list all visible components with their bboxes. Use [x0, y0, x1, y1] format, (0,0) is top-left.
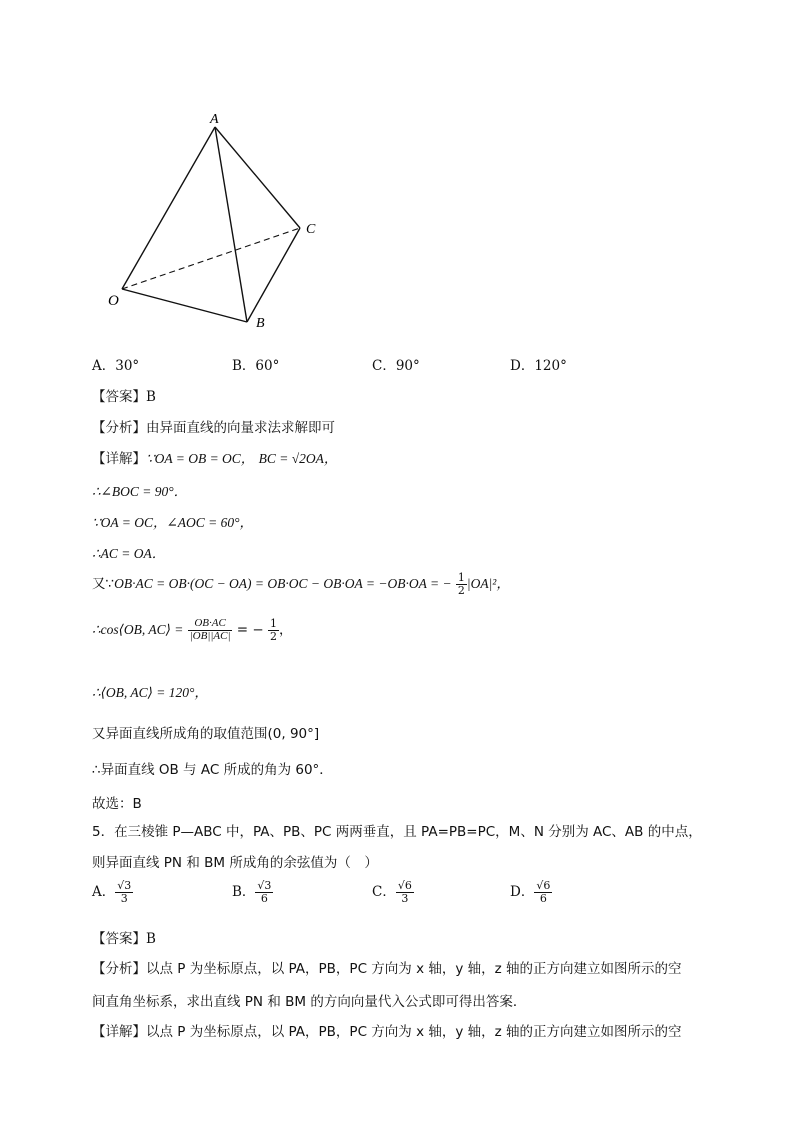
edge-AB	[215, 127, 247, 322]
edge-BC	[247, 228, 300, 322]
q4-detail-line3: ∵OA = OC，∠AOC = 60°，	[92, 515, 254, 530]
tetrahedron-figure	[100, 105, 330, 335]
label-B: B	[256, 316, 265, 331]
q5-analysis-line1: 【分析】以点 P 为坐标原点，以 PA，PB，PC 方向为 x 轴，y 轴，z 轴的正方向建立如图所示的空	[92, 961, 682, 977]
label-O: O	[108, 293, 119, 309]
cos-fraction: $\frac{OB\cdot AC}{|OB||AC|}$	[189, 617, 231, 642]
q5-stem-line2: 则异面直线 PN 和 BM 所成角的余弦值为（ ）	[92, 855, 378, 871]
q5-option-d: D． $\frac{√6}{6}$	[510, 879, 551, 905]
q4-answer: 【答案】B	[92, 389, 156, 405]
q5-option-c: C． $\frac{√6}{3}$	[372, 879, 412, 905]
q4-detail-line1: 【详解】∵OA = OB = OC， BC = √2OA，	[92, 451, 338, 467]
q4-detail-line5: 又∵OB·AC = OB·(OC − OA) = OB·OC − OB·OA = −OB·OA = − $\frac{1}{2}$ |OA|²，	[92, 571, 510, 597]
q5-option-b: B． $\frac{√3}{6}$	[232, 879, 272, 905]
q4-analysis: 【分析】由异面直线的向量求法求解即可	[92, 420, 335, 436]
q4-detail-line4: ∴AC = OA．	[92, 546, 166, 561]
edge-AC	[215, 127, 300, 228]
q4-detail-line8: 又异面直线所成角的取值范围(0, 90°]	[92, 726, 320, 742]
q4-option-d: D．120°	[510, 358, 567, 374]
q5-stem-line1: 5．在三棱锥 P—ABC 中，PA、PB、PC 两两垂直，且 PA=PB=PC，M、N 分别为 AC、AB 的中点，	[92, 824, 702, 840]
q5-analysis-line2: 间直角坐标系，求出直线 PN 和 BM 的方向向量代入公式即可得出答案．	[92, 994, 527, 1010]
q4-option-b: B．60°	[232, 358, 280, 374]
edge-AO	[122, 127, 215, 289]
edge-OC-dashed	[122, 228, 300, 289]
label-C: C	[306, 222, 316, 237]
q5-detail-line1: 【详解】以点 P 为坐标原点，以 PA，PB，PC 方向为 x 轴，y 轴，z 轴的正方向建立如图所示的空	[92, 1024, 682, 1040]
q4-detail-line6: ∴cos⟨OB, AC⟩ = $\frac{OB\cdot AC}{|OB||AC|}$ = − $\frac{1}{2}$ ，	[92, 617, 293, 643]
q4-detail-line9: ∴异面直线 OB 与 AC 所成的角为 60°．	[92, 762, 333, 778]
edge-OB	[122, 289, 247, 322]
q5-answer: 【答案】B	[92, 931, 156, 947]
label-A: A	[210, 112, 219, 127]
q5-option-a: A． $\frac{√3}{3}$	[92, 879, 132, 905]
q4-detail-line2: ∴∠BOC = 90°．	[92, 484, 188, 499]
q4-choose: 故选：B	[92, 796, 142, 812]
q4-detail-line7: ∴⟨OB, AC⟩ = 120°，	[92, 685, 208, 700]
fraction-half: $\frac{1}{2}$	[457, 571, 465, 597]
fraction-half-2: $\frac{1}{2}$	[270, 617, 277, 643]
q4-option-c: C．90°	[372, 358, 420, 374]
q4-option-a: A．30°	[92, 358, 140, 374]
